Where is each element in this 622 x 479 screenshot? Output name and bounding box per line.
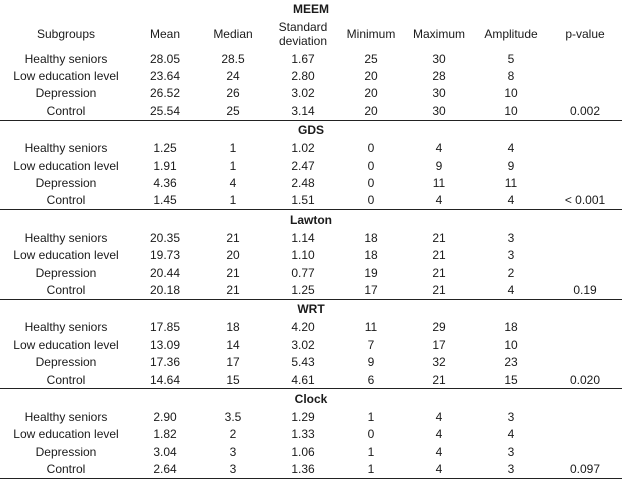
table-row: [0, 460, 622, 477]
cell-mean: 20.35: [149, 230, 181, 245]
header-p-value: p-value: [565, 26, 605, 41]
cell-median: 3: [229, 462, 237, 477]
cell-amplitude: 4: [507, 141, 515, 156]
section-title-meem: MEEM: [293, 1, 329, 16]
cell-amplitude: 11: [504, 176, 518, 191]
table-row: [0, 408, 622, 425]
cell-minimum: 11: [364, 320, 378, 335]
cell-minimum: 19: [364, 265, 378, 280]
cell-std-dev: 2.48: [291, 176, 315, 191]
cell-minimum: 0: [367, 176, 375, 191]
cell-mean: 3.04: [153, 444, 177, 459]
cell-std-dev: 1.33: [291, 427, 315, 442]
cell-median: 28.5: [221, 51, 245, 66]
cell-median: 17: [226, 355, 240, 370]
cell-std-dev: 1.25: [291, 282, 315, 297]
cell-minimum: 20: [364, 69, 378, 84]
cell-p-value: 0.097: [569, 462, 601, 477]
cell-std-dev: 1.06: [291, 444, 315, 459]
cell-mean: 1.82: [153, 427, 177, 442]
header-standard-deviation: Standard deviation: [278, 19, 328, 48]
cell-median: 3.5: [224, 409, 242, 424]
cell-maximum: 4: [435, 427, 443, 442]
cell-amplitude: 18: [504, 320, 518, 335]
section-title-gds: GDS: [297, 123, 324, 138]
cell-maximum: 21: [432, 230, 446, 245]
cell-minimum: 0: [367, 427, 375, 442]
column-header-row: [0, 17, 622, 50]
cell-amplitude: 3: [507, 409, 515, 424]
cell-amplitude: 10: [504, 337, 518, 352]
cell-mean: 25.54: [149, 103, 181, 118]
cell-amplitude: 23: [504, 355, 518, 370]
cell-minimum: 20: [364, 103, 378, 118]
cell-mean: 19.73: [149, 248, 181, 263]
cell-mean: 17.36: [149, 355, 181, 370]
table-row: [0, 319, 622, 336]
cell-mean: 13.09: [149, 337, 181, 352]
cell-amplitude: 3: [507, 444, 515, 459]
cell-mean: 1.45: [153, 193, 177, 208]
header-maximum: Maximum: [412, 26, 465, 41]
cell-minimum: 0: [367, 193, 375, 208]
cell-maximum: 21: [432, 282, 446, 297]
table-row: [0, 229, 622, 246]
cell-p-value: 0.19: [573, 282, 597, 297]
cell-maximum: 30: [432, 86, 446, 101]
cell-median: 4: [229, 176, 237, 191]
cell-minimum: 25: [364, 51, 378, 66]
cell-mean: 1.25: [153, 141, 177, 156]
cell-subgroup: Control: [46, 372, 86, 387]
cell-maximum: 21: [432, 248, 446, 263]
cell-mean: 1.91: [153, 158, 177, 173]
table-row: [0, 281, 622, 298]
cell-amplitude: 10: [504, 86, 518, 101]
cell-subgroup: Depression: [35, 355, 97, 370]
cell-amplitude: 2: [507, 265, 515, 280]
cell-minimum: 7: [367, 337, 375, 352]
cell-median: 21: [226, 265, 240, 280]
header-mean: Mean: [149, 26, 181, 41]
cell-maximum: 30: [432, 51, 446, 66]
cell-std-dev: 1.36: [291, 462, 315, 477]
section-title-clock: Clock: [294, 391, 328, 406]
cell-std-dev: 1.10: [291, 248, 315, 263]
cell-subgroup: Depression: [35, 176, 97, 191]
table-row: [0, 371, 622, 388]
cell-median: 1: [229, 193, 237, 208]
cell-p-value: 0.020: [569, 372, 601, 387]
cell-maximum: 21: [432, 265, 446, 280]
cell-maximum: 4: [435, 409, 443, 424]
cell-minimum: 17: [364, 282, 378, 297]
cell-subgroup: Depression: [35, 86, 97, 101]
cell-amplitude: 10: [504, 103, 518, 118]
cell-std-dev: 3.02: [291, 337, 315, 352]
cell-amplitude: 4: [507, 193, 515, 208]
cell-amplitude: 3: [507, 248, 515, 263]
cell-subgroup: Control: [46, 193, 86, 208]
cell-maximum: 11: [432, 176, 446, 191]
cell-subgroup: Low education level: [13, 158, 119, 173]
table-row: [0, 247, 622, 264]
header-median: Median: [213, 26, 253, 41]
table-row: [0, 264, 622, 281]
table-row: [0, 353, 622, 370]
table-row: [0, 85, 622, 102]
cell-std-dev: 1.67: [291, 51, 315, 66]
table-row: [0, 443, 622, 460]
cell-maximum: 32: [432, 355, 446, 370]
cell-median: 21: [226, 282, 240, 297]
cell-minimum: 0: [367, 158, 375, 173]
cell-median: 3: [229, 444, 237, 459]
cell-mean: 2.90: [153, 409, 177, 424]
header-minimum: Minimum: [346, 26, 396, 41]
cell-maximum: 30: [432, 103, 446, 118]
cell-median: 24: [226, 69, 240, 84]
cell-mean: 20.18: [149, 282, 181, 297]
cell-minimum: 6: [367, 372, 375, 387]
cell-median: 1: [229, 158, 237, 173]
cell-std-dev: 1.29: [291, 409, 315, 424]
cell-std-dev: 1.14: [291, 230, 315, 245]
table-row: [0, 50, 622, 67]
cell-minimum: 9: [367, 355, 375, 370]
cell-subgroup: Healthy seniors: [24, 51, 108, 66]
cell-median: 26: [226, 86, 240, 101]
cell-subgroup: Control: [46, 462, 86, 477]
cell-subgroup: Healthy seniors: [24, 320, 108, 335]
cell-minimum: 1: [367, 462, 375, 477]
cell-mean: 20.44: [149, 265, 181, 280]
section-title-wrt: WRT: [297, 302, 325, 317]
header-subgroups: Subgroups: [36, 26, 96, 41]
cell-subgroup: Low education level: [13, 248, 119, 263]
cell-subgroup: Low education level: [13, 427, 119, 442]
cell-minimum: 18: [364, 248, 378, 263]
cell-median: 25: [226, 103, 240, 118]
cell-maximum: 29: [432, 320, 446, 335]
cell-amplitude: 3: [507, 230, 515, 245]
cell-subgroup: Healthy seniors: [24, 409, 108, 424]
cell-amplitude: 4: [507, 282, 515, 297]
cell-amplitude: 3: [507, 462, 515, 477]
cell-minimum: 1: [367, 409, 375, 424]
cell-maximum: 4: [435, 141, 443, 156]
cell-std-dev: 4.61: [291, 372, 315, 387]
cell-mean: 2.64: [153, 462, 177, 477]
header-amplitude: Amplitude: [484, 26, 538, 41]
cell-median: 20: [226, 248, 240, 263]
cell-median: 1: [229, 141, 237, 156]
cell-p-value: 0.002: [569, 103, 601, 118]
cell-subgroup: Control: [46, 282, 86, 297]
cell-subgroup: Depression: [35, 444, 97, 459]
cell-mean: 26.52: [149, 86, 181, 101]
cell-minimum: 20: [364, 86, 378, 101]
cell-mean: 4.36: [153, 176, 177, 191]
cell-maximum: 4: [435, 193, 443, 208]
table-row: [0, 157, 622, 174]
table-row: [0, 67, 622, 84]
cell-amplitude: 5: [507, 51, 515, 66]
cell-maximum: 4: [435, 444, 443, 459]
cell-amplitude: 15: [504, 372, 518, 387]
cell-std-dev: 1.51: [291, 193, 315, 208]
table-row: [0, 192, 622, 209]
cell-std-dev: 3.14: [291, 103, 315, 118]
cell-subgroup: Low education level: [13, 69, 119, 84]
cell-subgroup: Depression: [35, 265, 97, 280]
section-title-lawton: Lawton: [290, 212, 332, 227]
cell-mean: 28.05: [149, 51, 181, 66]
cell-minimum: 0: [367, 141, 375, 156]
cell-subgroup: Healthy seniors: [24, 230, 108, 245]
cell-maximum: 21: [432, 372, 446, 387]
cell-std-dev: 2.47: [291, 158, 315, 173]
cell-minimum: 18: [364, 230, 378, 245]
table-row: [0, 426, 622, 443]
cell-std-dev: 4.20: [291, 320, 315, 335]
cell-median: 21: [226, 230, 240, 245]
cell-mean: 14.64: [149, 372, 181, 387]
cell-p-value: < 0.001: [564, 193, 606, 208]
cell-maximum: 4: [435, 462, 443, 477]
cell-std-dev: 0.77: [291, 265, 315, 280]
cell-maximum: 9: [435, 158, 443, 173]
cell-std-dev: 5.43: [291, 355, 315, 370]
cell-subgroup: Healthy seniors: [24, 141, 108, 156]
cell-std-dev: 2.80: [291, 69, 315, 84]
cell-mean: 23.64: [149, 69, 181, 84]
cell-std-dev: 3.02: [291, 86, 315, 101]
cell-subgroup: Control: [46, 103, 86, 118]
table-row: [0, 336, 622, 353]
cell-amplitude: 4: [507, 427, 515, 442]
cell-subgroup: Low education level: [13, 337, 119, 352]
cell-median: 2: [229, 427, 237, 442]
cell-median: 18: [226, 320, 240, 335]
cell-minimum: 1: [367, 444, 375, 459]
cell-std-dev: 1.02: [291, 141, 315, 156]
cell-median: 14: [226, 337, 240, 352]
table-row: [0, 174, 622, 191]
cell-amplitude: 8: [507, 69, 515, 84]
cell-maximum: 17: [432, 337, 446, 352]
cell-maximum: 28: [432, 69, 446, 84]
cell-mean: 17.85: [149, 320, 181, 335]
cell-median: 15: [226, 372, 240, 387]
table-row: [0, 140, 622, 157]
cell-amplitude: 9: [507, 158, 515, 173]
table-row: [0, 102, 622, 119]
